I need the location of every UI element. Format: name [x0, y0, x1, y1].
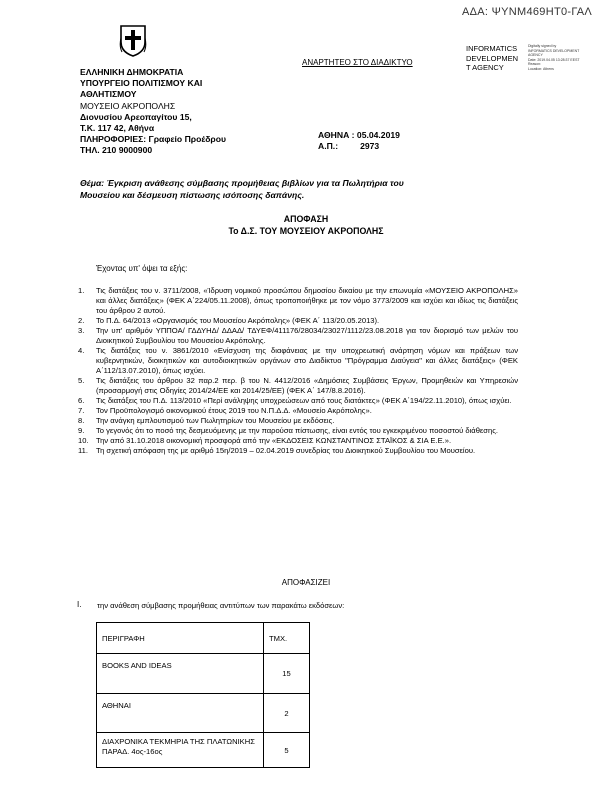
list-item: 3. Την υπ' αριθμόν ΥΠΠΟΑ/ ΓΔΔΥΗΔ/ ΔΔΑΔ/ ΤΔΥΕΦ/411176/28034/23027/1112/23.08.2018 για τον διορισμό των μελών του Διοικητικού Συμβουλίου του Μουσείου Ακρόπολης. [78, 326, 518, 345]
table-row [97, 654, 310, 694]
table-row [97, 694, 310, 733]
table-header-row [97, 623, 310, 654]
list-item: 10. Την από 31.10.2018 οικονομική προσφορά από την «ΕΚΔΟΣΕΙΣ ΚΩΝΣΤΑΝΤΙΝΟΣ ΣΤΑΪΚΟΣ & ΣΙΑ Ε.Ε.». [78, 436, 452, 445]
section-number: I. [77, 600, 82, 609]
list-item: 7. Τον Προϋπολογισμό οικονομικού έτους 2019 του Ν.Π.Δ.Δ. «Μουσείο Ακρόπολης». [78, 406, 372, 415]
row-quantity: 2 [264, 694, 310, 733]
list-item: 1. Τις διατάξεις του ν. 3711/2008, «Ίδρυση νομικού προσώπου δημοσίου δικαίου με την επωνυμία «ΜΟΥΣΕΙΟ ΑΚΡΟΠΟΛΗΣ» και άλλες διατάξεις» (ΦΕΚ Α΄224/05.11.2008), όπως τροποποιήθηκε με τον νόμο 3773/2009 και ισχύει και ιδίως τις διατάξεις του άρθρου 2 αυτού. [78, 286, 518, 315]
ada-code: ΑΔΑ: ΨΥΝΜ469ΗΤ0-ΓΑΛ [462, 6, 592, 18]
section-text: την ανάθεση σύμβασης προμήθειας αντιτύπων των παρακάτω εκδόσεων: [97, 601, 345, 610]
list-item: 9. Το γεγονός ότι το ποσό της δεσμευόμενης με την παρούσα πίστωσης, είναι εντός του εγκεκριμένου ποσοστού διάθεσης. [78, 426, 498, 435]
board-title: Το Δ.Σ. ΤΟΥ ΜΟΥΣΕΙΟΥ ΑΚΡΟΠΟΛΗΣ [228, 226, 384, 236]
sender-header: ΕΛΛΗΝΙΚΗ ΔΗΜΟΚΡΑΤΙΑ ΥΠΟΥΡΓΕΙΟ ΠΟΛΙΤΙΣΜΟΥ ΚΑΙ ΑΘΛΗΤΙΣΜΟΥ ΜΟΥΣΕΙΟ ΑΚΡΟΠΟΛΗΣ Διονυσίου Αρεοπαγίτου 15, Τ.Κ. 117 42, Αθήνα ΠΛΗΡΟΦΟΡΙΕΣ: Γραφείο Προέδρου ΤΗΛ. 210 9000900 [80, 67, 227, 156]
date-line: ΑΘΗΝΑ : 05.04.2019 [318, 130, 400, 140]
row-quantity: 15 [264, 654, 310, 694]
protocol-value: 2973 [360, 141, 380, 151]
list-item: 8. Την ανάγκη εμπλουτισμού των Πωλητηρίων του Μουσείου με εκδόσεις. [78, 416, 335, 425]
considerations-list [58, 286, 518, 456]
decides-heading: ΑΠΟΦΑΣΙΖΕΙ [281, 578, 331, 587]
row-description: ΑΘΗΝΑΙ [97, 694, 264, 733]
books-table [96, 622, 310, 768]
list-item: 5. Τις διατάξεις του άρθρου 32 παρ.2 περ. β του Ν. 4412/2016 «Δημόσιες Συμβάσεις Έργων, Προμηθειών και Υπηρεσιών (προσαρμογή στις Οδηγίες 2014/24/ΕΕ και 2014/25/ΕΕ) (ΦΕΚ Α΄ 147/8.8.2016). [78, 376, 518, 395]
decision-title: ΑΠΟΦΑΣΗ [283, 214, 329, 224]
list-item: 2. Το Π.Δ. 64/2013 «Οργανισμός του Μουσείου Ακρόπολης» (ΦΕΚ Α΄ 113/20.05.2013). [78, 316, 380, 325]
list-item: 11. Τη σχετική απόφαση της με αριθμό 15η/2019 – 02.04.2019 συνεδρίας του Διοικητικού Συμβουλίου του Μουσείου. [78, 446, 476, 455]
date-protocol-block [318, 130, 400, 152]
row-description: ΔΙΑΧΡΟΝΙΚΑ ΤΕΚΜΗΡΙΑ ΤΗΣ ΠΛΑΤΩΝΙΚΗΣ ΠΑΡΑΔ. 4ος-16ος [97, 733, 264, 768]
header-quantity: ΤΜΧ. [264, 623, 310, 654]
posted-online-label: ΑΝΑΡΤΗΤΕΟ ΣΤΟ ΔΙΑΔΙΚΤΥΟ [302, 58, 413, 67]
row-description: BOOKS AND IDEAS [97, 654, 264, 694]
row-quantity: 5 [264, 733, 310, 768]
list-item: 6. Τις διατάξεις του Π.Δ. 113/2010 «Περί ανάληψης υποχρεώσεων από τους διατάκτες» (ΦΕΚ Α΄194/22.11.2010), όπως ισχύει. [78, 396, 512, 405]
greek-coat-of-arms-icon [118, 22, 148, 58]
protocol-label: Α.Π.: [318, 141, 339, 151]
intro-text: Έχοντας υπ' όψει τα εξής: [96, 264, 188, 273]
digital-signature-microtext: Digitally signed by INFORMATICS DEVELOPMENT AGENCY Date: 2019.04.05 13:28:37 EEST Reason: Location: Athens [528, 44, 580, 71]
signer-organization: INFORMATICS DEVELOPMEN T AGENCY [466, 44, 519, 72]
table-row [97, 733, 310, 768]
subject: Θέμα: Έγκριση ανάθεσης σύμβασης προμήθειας βιβλίων για τα Πωλητήρια του Μουσείου και δέσμευση πίστωσης ισόποσης δαπάνης. [80, 178, 404, 200]
header-description: ΠΕΡΙΓΡΑΦΗ [97, 623, 264, 654]
list-item: 4. Τις διατάξεις του ν. 3861/2010 «Ενίσχυση της διαφάνειας με την υποχρεωτική ανάρτηση νόμων και πράξεων των κυβερνητικών, διοικητικών και αυτοδιοικητικών οργάνων στο Διαδίκτυο "Πρόγραμμα Διαύγεια" και άλλες διατάξεις» (ΦΕΚ Α΄112/13.07.2010), όπως ισχύει. [78, 346, 518, 375]
